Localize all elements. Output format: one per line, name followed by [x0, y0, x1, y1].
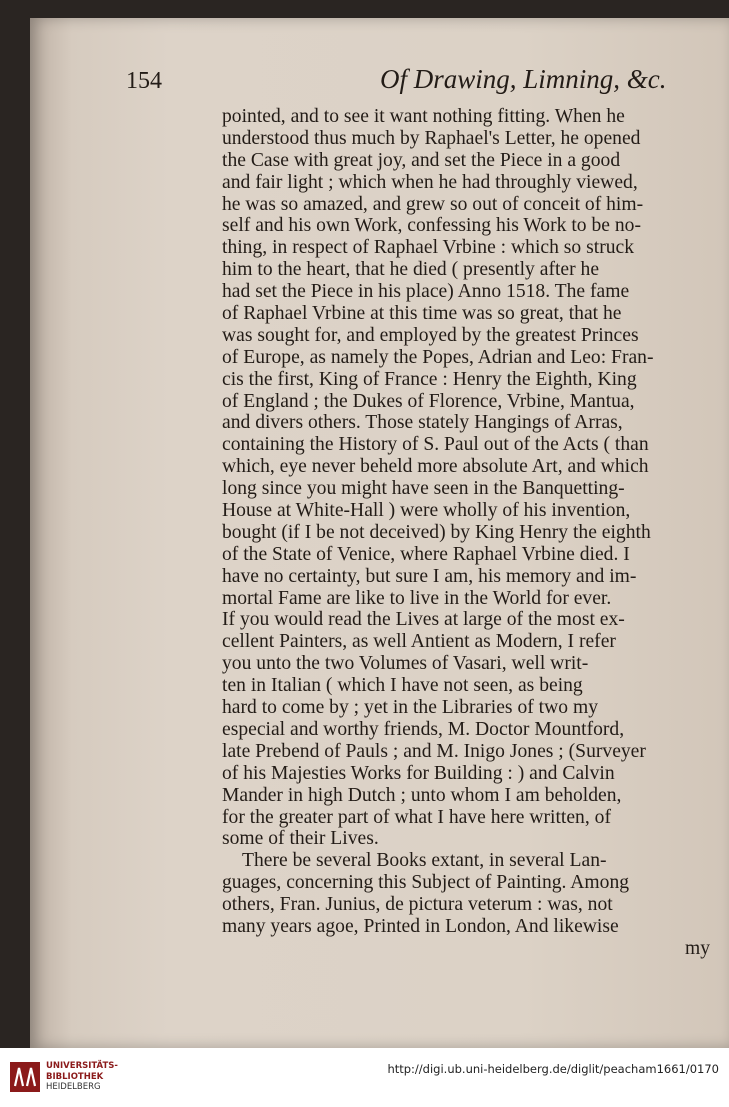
text-line: understood thus much by Raphael's Letter, he opened	[222, 127, 641, 149]
text-line: ten in Italian ( which I have not seen, as being	[222, 675, 583, 697]
text-line: of England ; the Dukes of Florence, Vrbine, Mantua,	[222, 390, 635, 412]
text-line: the Case with great joy, and set the Piece in a good	[222, 149, 621, 171]
text-line: self and his own Work, confessing his Work to be no-	[222, 215, 641, 237]
text-line: pointed, and to see it want nothing fitting. When he	[222, 106, 625, 127]
text-line: cellent Painters, as well Antient as Modern, I refer	[222, 631, 616, 653]
text-line: long since you might have seen in the Banquetting-	[222, 478, 625, 500]
text-line: guages, concerning this Subject of Painting. Among	[222, 872, 630, 894]
text-line: especial and worthy friends, M. Doctor Mountford,	[222, 718, 625, 740]
body-text	[222, 106, 710, 960]
book-page	[30, 18, 729, 1048]
text-line: Mander in high Dutch ; unto whom I am beholden,	[222, 784, 622, 806]
text-line: many years agoe, Printed in London, And likewise	[222, 915, 619, 937]
text-line: and divers others. Those stately Hangings of Arras,	[222, 412, 623, 434]
text-line: which, eye never beheld more absolute Art, and which	[222, 456, 649, 478]
library-name: UNIVERSITÄTS- BIBLIOTHEK HEIDELBERG	[46, 1061, 118, 1092]
text-line: If you would read the Lives at large of the most ex-	[222, 609, 625, 631]
text-line: of Europe, as namely the Popes, Adrian and Leo: Fran-	[222, 346, 654, 368]
source-url-link[interactable]: http://digi.ub.uni-heidelberg.de/diglit/peacham1661/0170	[387, 1062, 719, 1076]
text-line: some of their Lives.	[222, 828, 379, 850]
page-header	[110, 60, 709, 100]
text-line: he was so amazed, and grew so out of conceit of him-	[222, 193, 644, 215]
text-line: and fair light ; which when he had throughly viewed,	[222, 171, 638, 193]
text-line: him to the heart, that he died ( presently after he	[222, 259, 600, 281]
text-line: was sought for, and employed by the greatest Princes	[222, 324, 639, 346]
text-line: have no certainty, but sure I am, his memory and im-	[222, 565, 637, 587]
text-line: for the greater part of what I have here written, of	[222, 806, 611, 828]
text-line: others, Fran. Junius, de pictura veterum : was, not	[222, 894, 613, 916]
text-line: containing the History of S. Paul out of the Acts ( than	[222, 434, 649, 456]
text-line: had set the Piece in his place) Anno 1518. The fame	[222, 281, 630, 303]
text-line: bought (if I be not deceived) by King Henry the eighth	[222, 521, 651, 543]
text-line: of his Majesties Works for Building : ) and Calvin	[222, 762, 615, 784]
running-head: Of Drawing, Limning, &c.	[380, 64, 667, 94]
page-number: 154	[126, 68, 162, 94]
text-line: my	[684, 937, 710, 959]
text-line: hard to come by ; yet in the Libraries of two my	[222, 697, 598, 719]
text-line: you unto the two Volumes of Vasari, well writ-	[222, 653, 589, 675]
text-line: thing, in respect of Raphael Vrbine : which so struck	[222, 237, 635, 259]
text-line: There be several Books extant, in several Lan-	[242, 850, 607, 872]
text-line: of Raphael Vrbine at this time was so great, that he	[222, 303, 622, 325]
text-line: House at White-Hall ) were wholly of his invention,	[222, 500, 631, 522]
text-line: mortal Fame are like to live in the World for ever.	[222, 587, 612, 609]
university-logo-icon	[10, 1062, 40, 1092]
viewer-footer	[0, 1048, 729, 1107]
text-line: cis the first, King of France : Henry the Eighth, King	[222, 368, 637, 390]
text-line: late Prebend of Pauls ; and M. Inigo Jones ; (Surveyer	[222, 740, 646, 762]
text-line: of the State of Venice, where Raphael Vrbine died. I	[222, 543, 630, 565]
